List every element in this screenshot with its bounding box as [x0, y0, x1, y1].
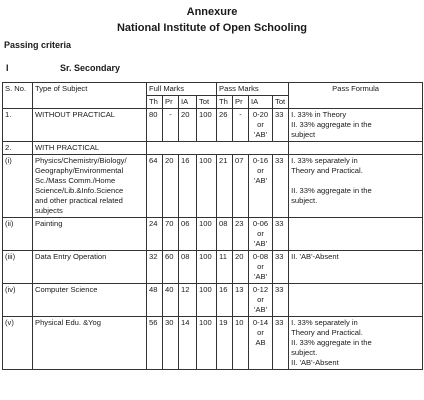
- pass-ia: 0-06 or 'AB': [249, 218, 273, 251]
- row-sno: (i): [3, 155, 33, 218]
- pass-formula: I. 33% separately in Theory and Practical. II. 33% aggregate in the subject.: [289, 155, 423, 218]
- full-pr: 20: [163, 155, 179, 218]
- header-row: [3, 83, 423, 96]
- full-ia: 08: [179, 251, 197, 284]
- full-ia: 20: [179, 109, 197, 142]
- pass-ia: 0-14 or AB: [249, 317, 273, 370]
- pass-formula: [289, 284, 423, 317]
- table-row: [3, 317, 423, 370]
- full-tot: 100: [197, 218, 217, 251]
- pass-pr: -: [233, 109, 249, 142]
- section-title: Sr. Secondary: [60, 63, 121, 73]
- row-sno: 1.: [3, 109, 33, 142]
- full-th: 32: [147, 251, 163, 284]
- pass-pr: 13: [233, 284, 249, 317]
- full-ia: 14: [179, 317, 197, 370]
- subheader-cell: Tot: [197, 96, 217, 109]
- pass-marks-header: Pass Marks: [217, 83, 289, 96]
- row-sno: 2.: [3, 142, 33, 155]
- table-row: [3, 142, 423, 155]
- row-subject: WITHOUT PRACTICAL: [33, 109, 147, 142]
- pass-ia: 0-20 or 'AB': [249, 109, 273, 142]
- pass-pr: 23: [233, 218, 249, 251]
- row-sno: (v): [3, 317, 33, 370]
- full-pr: -: [163, 109, 179, 142]
- full-th: 64: [147, 155, 163, 218]
- full-pr: 60: [163, 251, 179, 284]
- subheader-cell: Pr: [233, 96, 249, 109]
- row-sno: (ii): [3, 218, 33, 251]
- sno-header: S. No.: [3, 83, 33, 109]
- row-sno: (iv): [3, 284, 33, 317]
- full-tot: 100: [197, 155, 217, 218]
- pass-tot: 33: [273, 317, 289, 370]
- full-marks-header: Full Marks: [147, 83, 217, 96]
- empty-cells: [147, 142, 289, 155]
- institute-title: National Institute of Open Schooling: [116, 22, 308, 34]
- passing-criteria-heading: Passing criteria: [4, 40, 72, 50]
- full-tot: 100: [197, 251, 217, 284]
- row-subject: Computer Science: [33, 284, 147, 317]
- pass-formula-header: Pass Formula: [289, 83, 423, 109]
- table-row: [3, 155, 423, 218]
- row-subject: Data Entry Operation: [33, 251, 147, 284]
- pass-ia: 0-08 or 'AB': [249, 251, 273, 284]
- table-row: [3, 218, 423, 251]
- pass-ia: 0-16 or 'AB': [249, 155, 273, 218]
- pass-formula: I. 33% in Theory II. 33% aggregate in the subject: [289, 109, 423, 142]
- row-subject: Painting: [33, 218, 147, 251]
- subject-header: Type of Subject: [33, 83, 147, 109]
- pass-tot: 33: [273, 284, 289, 317]
- row-subject: Physical Edu. &Yog: [33, 317, 147, 370]
- full-tot: 100: [197, 284, 217, 317]
- table-row: [3, 251, 423, 284]
- subheader-cell: Tot: [273, 96, 289, 109]
- pass-pr: 07: [233, 155, 249, 218]
- subheader-cell: IA: [249, 96, 273, 109]
- pass-th: 26: [217, 109, 233, 142]
- full-th: 80: [147, 109, 163, 142]
- pass-formula: [289, 142, 423, 155]
- pass-formula: II. 'AB'-Absent: [289, 251, 423, 284]
- subheader-cell: IA: [179, 96, 197, 109]
- full-th: 56: [147, 317, 163, 370]
- pass-th: 16: [217, 284, 233, 317]
- pass-th: 21: [217, 155, 233, 218]
- pass-tot: 33: [273, 218, 289, 251]
- pass-th: 11: [217, 251, 233, 284]
- pass-tot: 33: [273, 109, 289, 142]
- pass-pr: 20: [233, 251, 249, 284]
- full-tot: 100: [197, 109, 217, 142]
- full-th: 48: [147, 284, 163, 317]
- full-ia: 12: [179, 284, 197, 317]
- subheader-cell: Pr: [163, 96, 179, 109]
- pass-pr: 10: [233, 317, 249, 370]
- row-subject: Physics/Chemistry/Biology/ Geography/Environmental Sc./Mass Comm./Home Science/Lib.&Info.Science and other practical related subjects: [33, 155, 147, 218]
- pass-th: 19: [217, 317, 233, 370]
- subheader-cell: Th: [147, 96, 163, 109]
- row-subject: WITH PRACTICAL: [33, 142, 147, 155]
- full-tot: 100: [197, 317, 217, 370]
- full-pr: 30: [163, 317, 179, 370]
- section-number: I: [6, 63, 9, 73]
- pass-formula: [289, 218, 423, 251]
- full-ia: 16: [179, 155, 197, 218]
- full-pr: 40: [163, 284, 179, 317]
- passing-criteria-table: [2, 82, 423, 370]
- table-row: [3, 284, 423, 317]
- annexure-title: Annexure: [186, 6, 238, 18]
- table-row: [3, 109, 423, 142]
- row-sno: (iii): [3, 251, 33, 284]
- full-ia: 06: [179, 218, 197, 251]
- pass-tot: 33: [273, 155, 289, 218]
- pass-ia: 0-12 or 'AB': [249, 284, 273, 317]
- full-pr: 70: [163, 218, 179, 251]
- full-th: 24: [147, 218, 163, 251]
- pass-tot: 33: [273, 251, 289, 284]
- pass-formula: I. 33% separately in Theory and Practical. II. 33% aggregate in the subject. II. 'AB'-Absent: [289, 317, 423, 370]
- pass-th: 08: [217, 218, 233, 251]
- subheader-cell: Th: [217, 96, 233, 109]
